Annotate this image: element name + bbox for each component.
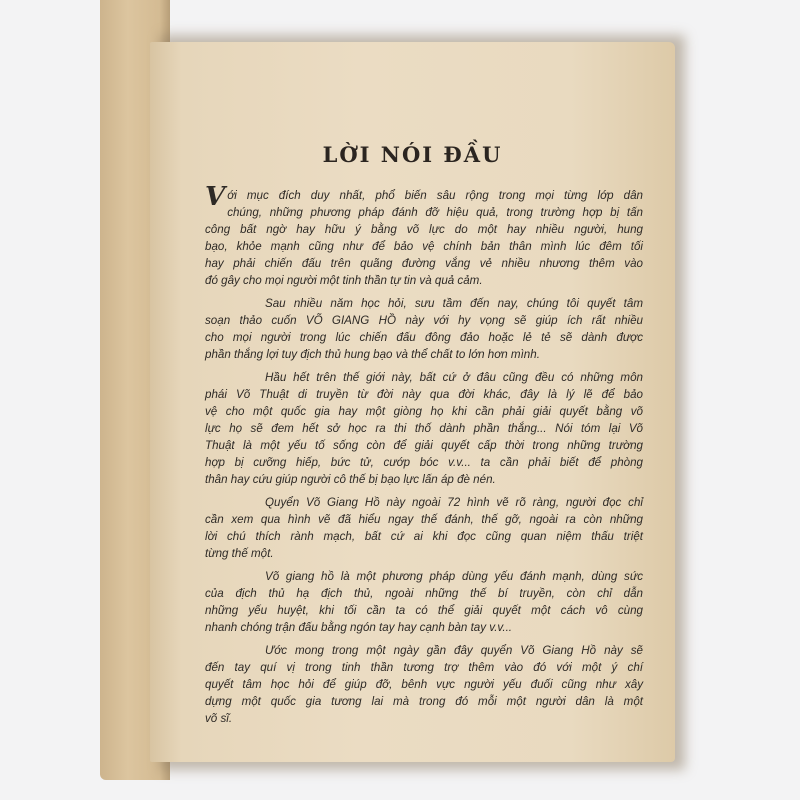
drop-cap: V bbox=[205, 182, 226, 212]
text-line: soạn thảo cuốn VÕ GIANG HỒ này với hy vọng sẽ giúp ích rất nhiều bbox=[205, 314, 643, 327]
paragraph bbox=[205, 568, 643, 636]
book-page bbox=[150, 42, 675, 762]
text-line: Ước mong trong một ngày gần đây quyển Võ Giang Hồ này sẽ bbox=[265, 644, 643, 657]
text-line: dựng một quốc gia tương lai mà trong đó mỗi một người dân là một bbox=[205, 695, 643, 708]
text-line: nhanh chóng trận đấu bằng ngón tay hay cạnh bàn tay v.v... bbox=[205, 621, 513, 634]
text-line: cho mọi người trong lúc chiến đấu đông đảo hoặc lẻ tẻ sẽ dành được bbox=[205, 331, 643, 344]
text-line: chúng, những phương pháp đánh đỡ hiệu quả, trong trường hợp bị tấn bbox=[227, 206, 643, 219]
text-line: bạo, khỏe mạnh cũng như để bảo vệ chính bản thân mình lúc đêm tối bbox=[205, 240, 643, 253]
text-line: Quyển Võ Giang Hồ này ngoài 72 hình vẽ rõ ràng, người đọc chỉ bbox=[265, 496, 643, 509]
text-line: những yếu huyệt, khi tối cần ta có thể giải quyết một cách vô cùng bbox=[205, 604, 643, 617]
paragraph bbox=[205, 642, 643, 727]
text-line: Võ giang hồ là một phương pháp dùng yếu đánh mạnh, dùng sức bbox=[265, 570, 643, 583]
text-line: hợp bị cưỡng hiếp, bức tử, cướp bóc v.v... ta cần phải biết để phòng bbox=[205, 456, 643, 469]
text-line: cần xem qua hình vẽ đã hiểu ngay thế đánh, thế gỡ, ngoài ra còn những bbox=[205, 513, 643, 526]
paragraph bbox=[205, 182, 643, 289]
text-line: từng thế một. bbox=[205, 547, 274, 560]
text-line: Thuật là một yếu tố sống còn để giải quyết cấp thời trong những trường bbox=[205, 439, 643, 452]
text-line: vệ cho một quốc gia hay một giòng họ khi cần phải giải quyết bằng võ bbox=[205, 405, 643, 418]
text-line: đó gây cho mọi người một tinh thần tự tin và quả cảm. bbox=[205, 274, 483, 287]
text-line: quyết tâm học hỏi để giúp đỡ, bênh vực người yếu đuối cũng như xây bbox=[205, 678, 643, 691]
text-line: Hầu hết trên thế giới này, bất cứ ở đâu cũng đều có những môn bbox=[265, 371, 643, 384]
preface-body bbox=[205, 182, 643, 733]
text-line: công bất ngờ hay hữu ý bằng võ lực do một hay nhiều người, hung bbox=[205, 223, 643, 236]
text-line: phần thắng lợi tuy địch thủ hung bạo và thể chất to lớn hơn mình. bbox=[205, 348, 540, 361]
paragraph bbox=[205, 369, 643, 488]
text-line: ới mục đích duy nhất, phổ biến sâu rộng trong mọi từng lớp dân bbox=[227, 189, 643, 202]
text-line: của địch thủ hạ địch thủ, ngoài những thế bí truyền, còn chỉ dẫn bbox=[205, 587, 643, 600]
text-line: lực họ sẽ đem hết sở học ra thi thố dành phần thắng... Nói tóm lại Võ bbox=[205, 422, 643, 435]
text-line: võ sĩ. bbox=[205, 712, 233, 725]
paragraph bbox=[205, 295, 643, 363]
text-line: Sau nhiều năm học hỏi, sưu tầm đến nay, chúng tôi quyết tâm bbox=[265, 297, 643, 310]
text-line: đến tay quí vị trong tinh thần tương trợ thêm vào đó với một ý chí bbox=[205, 661, 643, 674]
text-line: lời chú thích rành mạch, bất cứ ai khi đọc cũng quan niệm thấu triệt bbox=[205, 530, 643, 543]
text-line: hay phải chiến đấu trên quãng đường vắng vẻ nhiều nhương thêm vào bbox=[205, 257, 643, 270]
page-title: LỜI NÓI ĐẦU bbox=[322, 142, 503, 167]
text-line: thân hay cứu giúp người cô thế bị bạo lực lấn áp đè nén. bbox=[205, 473, 496, 486]
text-line: phái Võ Thuật di truyền từ đời này qua đời khác, đây là lý lẽ để bảo bbox=[205, 388, 643, 401]
paragraph bbox=[205, 494, 643, 562]
